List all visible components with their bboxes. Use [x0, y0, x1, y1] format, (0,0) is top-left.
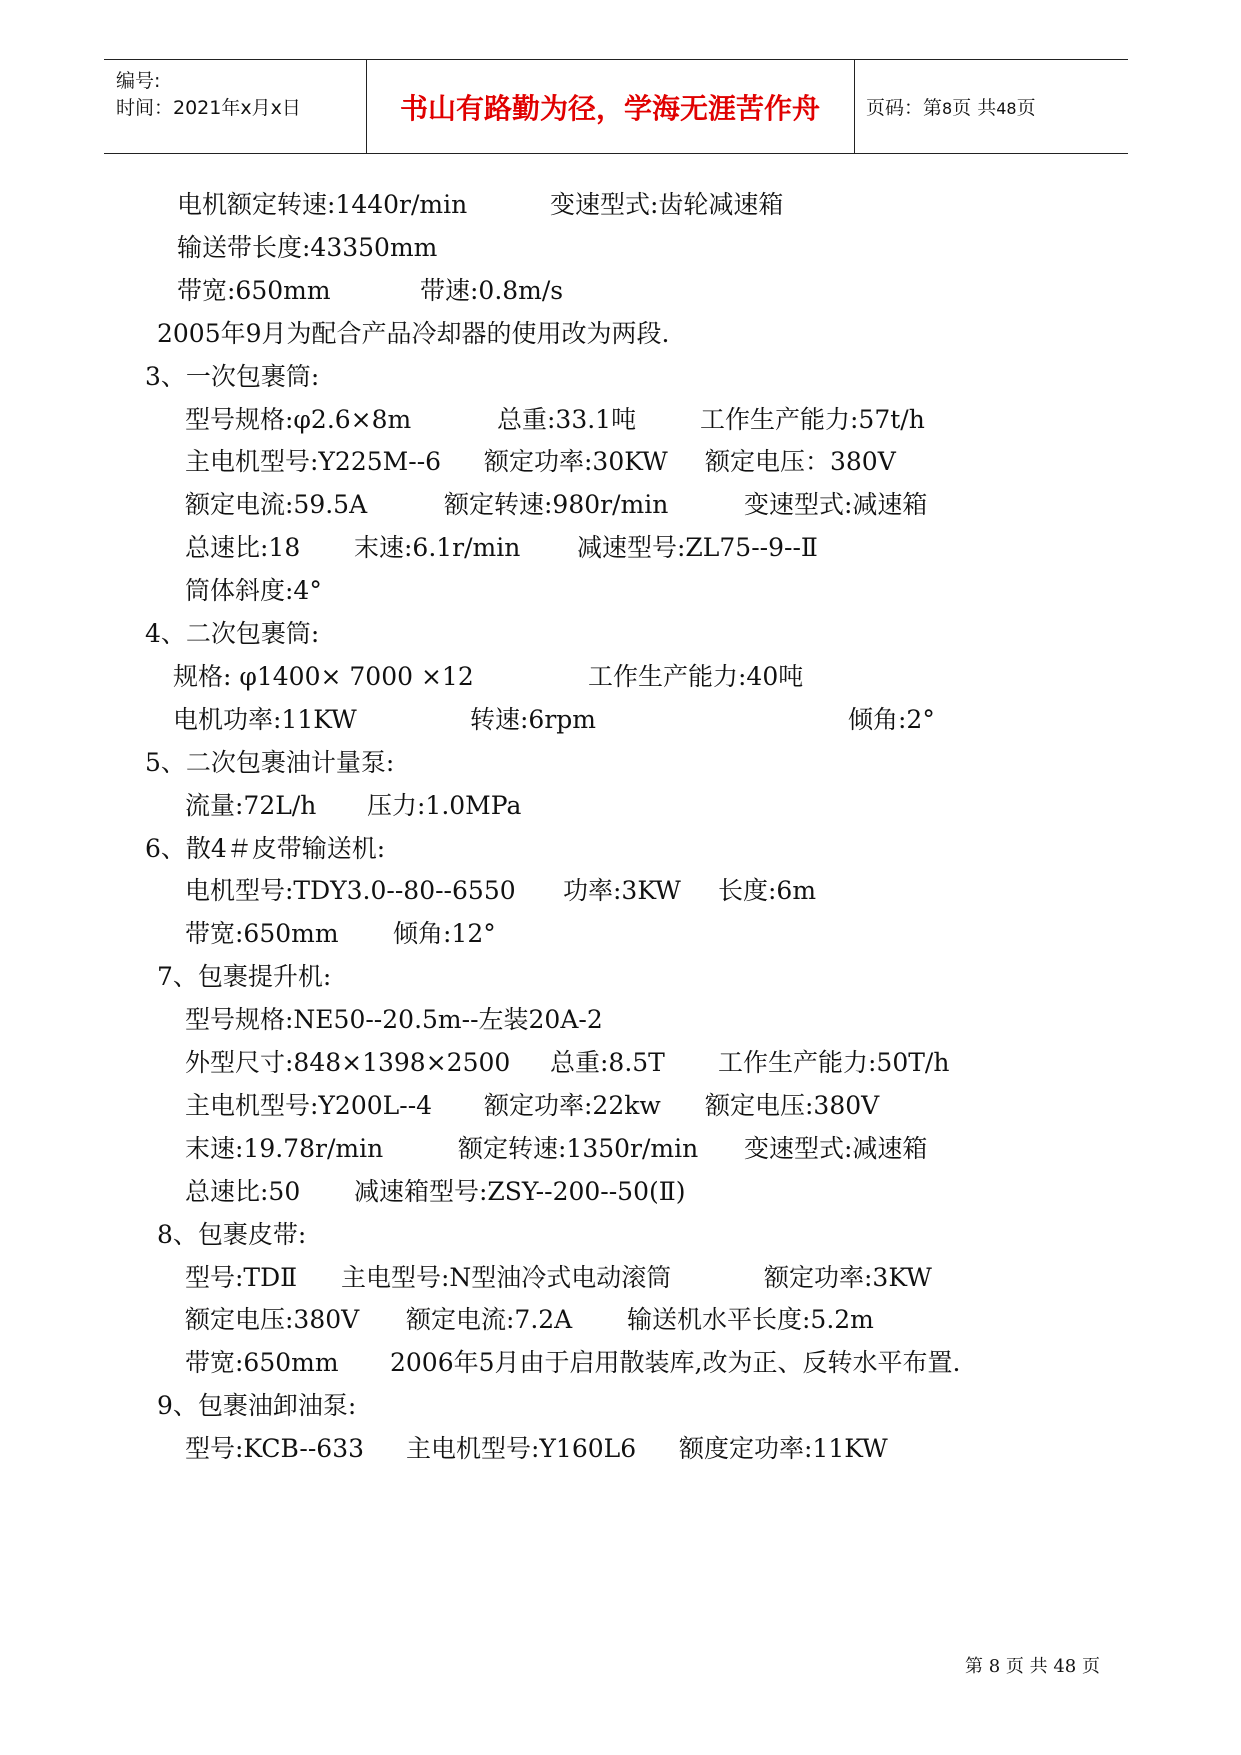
page-header: [104, 59, 1128, 154]
text-segment: 8、包裹皮带:: [157, 1219, 307, 1249]
text-segment: 输送带长度:43350mm: [177, 232, 438, 262]
header-page-code: [866, 93, 1036, 120]
header-page-cell: [854, 60, 1128, 153]
text-segment: 型号:TDⅡ: [185, 1262, 298, 1292]
text-segment: 额定转速:980r/min: [444, 490, 669, 520]
header-left-cell: [104, 60, 367, 153]
text-segment: 2006年5月由于启用散装库,改为正、反转水平布置.: [390, 1348, 961, 1378]
text-segment: 额定电压:380V: [185, 1305, 360, 1335]
text-segment: 额定转速:1350r/min: [458, 1133, 699, 1163]
text-segment: 额定电流:7.2A: [406, 1305, 573, 1335]
text-segment: 额定电压：380V: [705, 447, 896, 477]
text-segment: 带宽:650mm: [177, 275, 331, 305]
text-segment: 主电型号:N型油冷式电动滚筒: [341, 1262, 672, 1292]
text-segment: 3、一次包裹筒:: [145, 361, 320, 391]
text-segment: 电机功率:11KW: [173, 704, 357, 734]
text-segment: 型号规格:NE50--20.5m--左装20A-2: [185, 1005, 603, 1035]
page-label-pre: 页码：第: [866, 97, 943, 119]
text-segment: 筒体斜度:4°: [185, 576, 322, 606]
page-total: 48: [996, 99, 1017, 118]
text-segment: 总速比:50: [185, 1176, 301, 1206]
text-segment: 额定电压:380V: [705, 1090, 880, 1120]
header-motto-cell: [366, 60, 855, 153]
text-segment: 外型尺寸:848×1398×2500: [185, 1048, 511, 1077]
text-segment: 转速:6rpm: [470, 704, 596, 734]
text-segment: 额定功率:3KW: [764, 1262, 932, 1292]
text-segment: 末速:6.1r/min: [354, 533, 521, 563]
text-segment: 总重:8.5T: [550, 1048, 665, 1077]
text-segment: 电机额定转速:1440r/min: [177, 190, 468, 219]
page-label-post: 页: [1016, 97, 1036, 119]
text-segment: 长度:6m: [718, 876, 817, 906]
text-segment: 额定功率:30KW: [484, 447, 668, 477]
text-segment: 规格: φ1400× 7000 ×12: [173, 661, 474, 691]
text-segment: 额定功率:22kw: [484, 1090, 661, 1120]
text-segment: 额度定功率:11KW: [679, 1434, 888, 1464]
text-segment: 倾角:2°: [848, 704, 935, 734]
text-segment: 变速型式:减速箱: [744, 490, 928, 520]
text-segment: 主电机型号:Y160L6: [406, 1434, 637, 1464]
text-segment: 压力:1.0MPa: [367, 790, 522, 820]
text-segment: 7、包裹提升机:: [157, 962, 332, 992]
doc-time-label: 时间：2021年x月x日: [116, 97, 301, 119]
text-segment: 工作生产能力:57t/h: [700, 404, 925, 434]
text-segment: 额定电流:59.5A: [185, 490, 368, 520]
text-segment: 电机型号:TDY3.0--80--6550: [185, 876, 516, 906]
text-segment: 带宽:650mm: [185, 1348, 339, 1378]
text-segment: 功率:3KW: [563, 876, 681, 906]
header-motto: 书山有路勤为径，学海无涯苦作舟: [399, 91, 820, 125]
text-segment: 主电机型号:Y225M--6: [185, 447, 442, 477]
text-segment: 带速:0.8m/s: [420, 275, 564, 305]
text-segment: 减速箱型号:ZSY--200--50(Ⅱ): [354, 1176, 686, 1206]
text-segment: 2005年9月为配合产品冷却器的使用改为两段.: [157, 318, 670, 348]
text-segment: 末速:19.78r/min: [185, 1133, 384, 1163]
text-segment: 输送机水平长度:5.2m: [627, 1305, 874, 1335]
text-segment: 带宽:650mm: [185, 919, 339, 949]
page-label-mid: 页 共: [952, 97, 997, 119]
text-segment: 工作生产能力:50T/h: [718, 1048, 950, 1077]
text-segment: 总重:33.1吨: [497, 404, 637, 434]
text-segment: 变速型式:减速箱: [744, 1133, 928, 1163]
text-segment: 5、二次包裹油计量泵:: [145, 747, 395, 777]
text-segment: 型号规格:φ2.6×8m: [185, 404, 412, 434]
page-footer: 第 8 页 共 48 页: [965, 1656, 1100, 1677]
text-segment: 6、散4＃皮带输送机:: [145, 833, 386, 863]
text-segment: 倾角:12°: [393, 919, 496, 949]
text-segment: 总速比:18: [185, 533, 301, 563]
text-segment: 主电机型号:Y200L--4: [185, 1090, 433, 1120]
text-segment: 减速型号:ZL75--9--Ⅱ: [577, 533, 818, 563]
text-segment: 工作生产能力:40吨: [588, 661, 804, 691]
text-segment: 9、包裹油卸油泵:: [157, 1391, 357, 1421]
page-number: 8: [942, 99, 953, 118]
text-segment: 流量:72L/h: [185, 790, 317, 820]
text-segment: 变速型式:齿轮减速箱: [550, 190, 784, 219]
text-segment: 4、二次包裹筒:: [145, 619, 320, 648]
text-segment: 型号:KCB--633: [185, 1434, 365, 1464]
doc-code-label: 编号:: [116, 70, 161, 92]
